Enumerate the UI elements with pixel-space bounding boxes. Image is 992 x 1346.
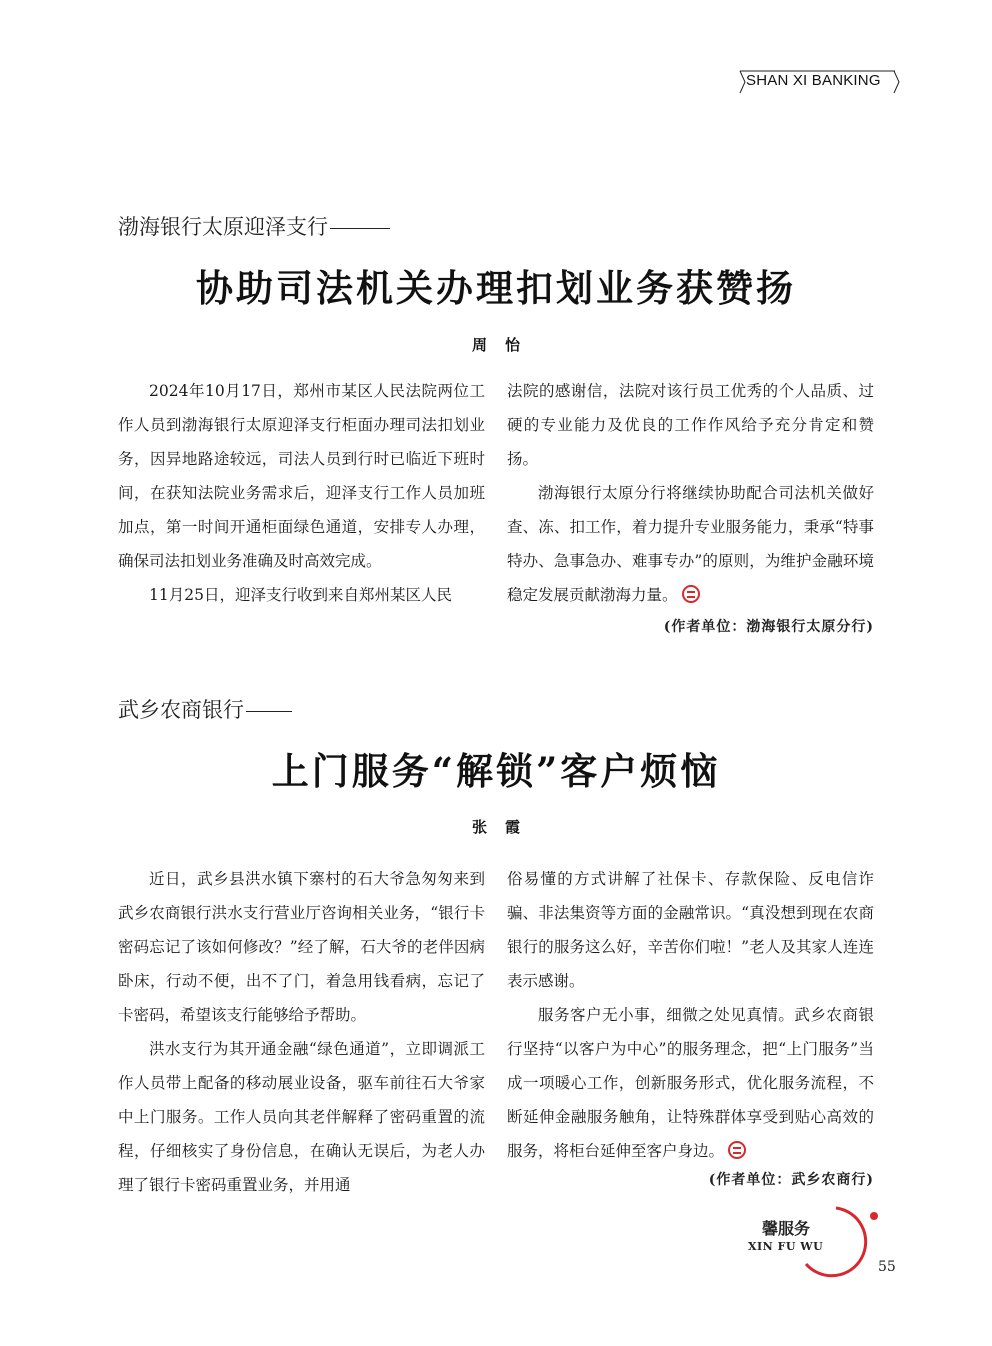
paragraph: 法院的感谢信，法院对该行员工优秀的个人品质、过硬的专业能力及优良的工作作风给予充分肯定和赞扬。 [507, 382, 874, 468]
paragraph [507, 476, 874, 612]
article2-right-column [507, 862, 874, 1168]
paragraph-text: 服务客户无小事，细微之处见真情。武乡农商银行坚持“以客户为中心”的服务理念，把“上门服务”当成一项暖心工作，创新服务形式，优化服务流程，不断延伸金融服务触角，让特殊群体享受到贴心高效的服务，将柜台延伸至客户身边。 [507, 1006, 874, 1160]
bank-seal-icon [682, 585, 700, 603]
paragraph: 近日，武乡县洪水镇下寨村的石大爷急匆匆来到武乡农商银行洪水支行营业厅咨询相关业务，“银行卡密码忘记了该如何修改？”经了解，石大爷的老伴因病卧床，行动不便，出不了门，着急用钱看病，忘记了卡密码，希望该支行能够给予帮助。 [118, 870, 485, 1024]
section-brand [746, 1214, 876, 1274]
article2-kicker-text: 武乡农商银行 [118, 698, 244, 722]
article2-author: 张霞 [471, 818, 538, 836]
article1-title: 协助司法机关办理扣划业务获赞扬 [196, 266, 796, 310]
section-tag-label: SHAN XI BANKING [746, 72, 881, 89]
section-tag [738, 70, 900, 94]
paragraph [507, 998, 874, 1168]
article2-kicker [118, 694, 292, 724]
paragraph-text: 渤海银行太原分行将继续协助配合司法机关做好查、冻、扣工作，着力提升专业服务能力，秉承“特事特办、急事急办、难事专办”的原则，为维护金融环境稳定发展贡献渤海力量。 [507, 484, 874, 604]
article1-left-column [118, 374, 485, 612]
section-brand-en: XIN FU WU [748, 1240, 824, 1253]
paragraph: 俗易懂的方式讲解了社保卡、存款保险、反电信诈骗、非法集资等方面的金融常识。“真没想到现在农商银行的服务这么好，辛苦你们啦！”老人及其家人连连表示感谢。 [507, 870, 874, 990]
article1-right-column [507, 374, 874, 612]
article1-author: 周怡 [471, 336, 538, 354]
bank-seal-icon [728, 1141, 746, 1159]
kicker-dash [330, 228, 390, 229]
article1-byline: (作者单位：渤海银行太原分行) [663, 619, 874, 635]
article1-kicker-text: 渤海银行太原迎泽支行 [118, 215, 328, 239]
article2-byline: (作者单位：武乡农商行) [708, 1172, 874, 1188]
paragraph: 2024年10月17日，郑州市某区人民法院两位工作人员到渤海银行太原迎泽支行柜面办理司法扣划业务，因异地路途较远，司法人员到行时已临近下班时间，在获知法院业务需求后，迎泽支行工作人员加班加点，第一时间开通柜面绿色通道，安排专人办理，确保司法扣划业务准确及时高效完成。 [118, 382, 485, 570]
section-brand-cn: 馨服务 [762, 1219, 811, 1238]
page-number: 55 [878, 1259, 896, 1275]
paragraph: 洪水支行为其开通金融“绿色通道”，立即调派工作人员带上配备的移动展业设备，驱车前往石大爷家中上门服务。工作人员向其老伴解释了密码重置的流程，仔细核实了身份信息，在确认无误后，为老人办理了银行卡密码重置业务，并用通 [118, 1040, 485, 1194]
article2-left-column [118, 862, 485, 1202]
paragraph: 11月25日，迎泽支行收到来自郑州某区人民 [149, 586, 452, 604]
kicker-dash [246, 711, 292, 712]
article1-kicker [118, 211, 390, 241]
article2-title: 上门服务“解锁”客户烦恼 [271, 749, 721, 793]
